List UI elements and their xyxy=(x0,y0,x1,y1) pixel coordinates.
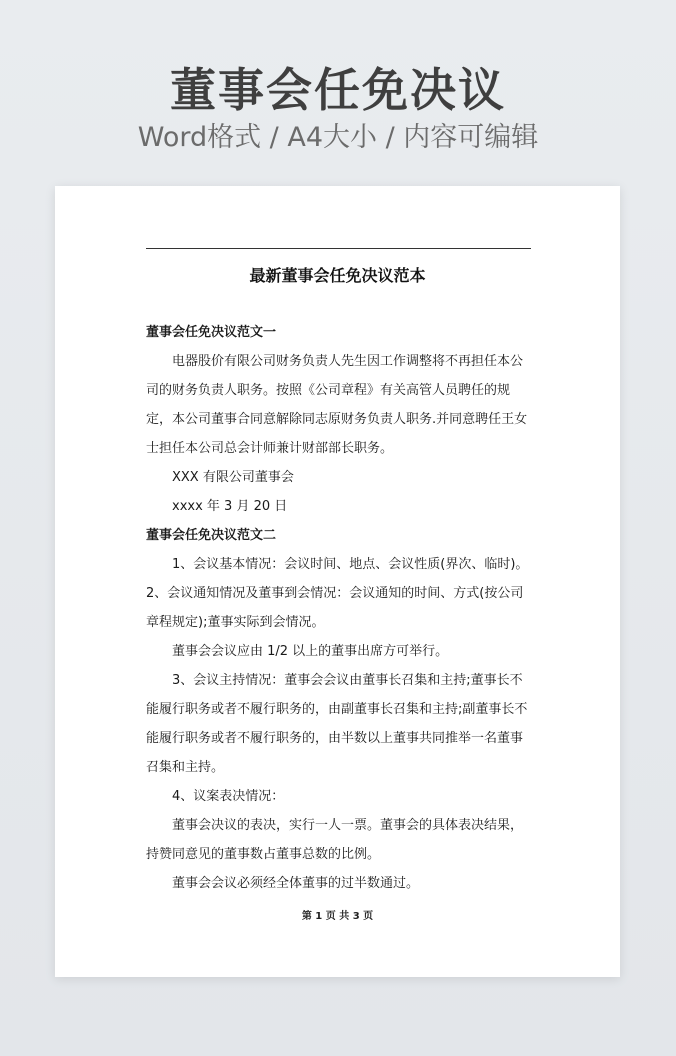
section-2-paragraph: 1、会议基本情况：会议时间、地点、会议性质(界次、临时)。 2、会议通知情况及董事到会情况：会议通知的时间、方式(按公司章程规定);董事实际到会情况。 xyxy=(146,557,529,630)
section-1-signature: XXX 有限公司董事会 xyxy=(172,470,294,485)
section-1-date: xxxx 年 3 月 20 日 xyxy=(172,499,288,514)
document-title: 最新董事会任免决议范本 xyxy=(249,266,426,285)
section-2-paragraph: 4、议案表决情况： xyxy=(172,789,285,804)
banner-subtitle: Word格式 / A4大小 / 内容可编辑 xyxy=(137,122,539,153)
banner-title: 董事会任免决议 xyxy=(170,63,506,117)
page-number-footer: 第 1 页 共 3 页 xyxy=(301,911,374,922)
section-1-paragraph: 电器股价有限公司财务负责人先生因工作调整将不再担任本公司的财务负责人职务。按照《公司章程》有关高管人员聘任的规定，本公司董事合同意解除同志原财务负责人职务.并同意聘任王女士担任本公司总会计师兼计财部部长职务。 xyxy=(146,354,528,456)
section-2-paragraph: 3、会议主持情况：董事会会议由董事长召集和主持;董事长不能履行职务或者不履行职务的，由副董事长召集和主持;副董事长不能履行职务或者不履行职务的，由半数以上董事共同推举一名董事召集和主持。 xyxy=(146,673,528,775)
section-2-heading: 董事会任免决议范文二 xyxy=(146,528,277,543)
document-page xyxy=(55,186,620,977)
section-1-heading: 董事会任免决议范文一 xyxy=(146,325,277,340)
section-2-paragraph: 董事会会议应由 1/2 以上的董事出席方可举行。 xyxy=(172,644,449,659)
document-body xyxy=(146,318,533,898)
section-2-paragraph: 董事会会议必须经全体董事的过半数通过。 xyxy=(172,876,420,891)
section-2-paragraph: 董事会决议的表决，实行一人一票。董事会的具体表决结果，持赞同意见的董事数占董事总数的比例。 xyxy=(146,818,524,862)
header-rule xyxy=(146,248,531,249)
